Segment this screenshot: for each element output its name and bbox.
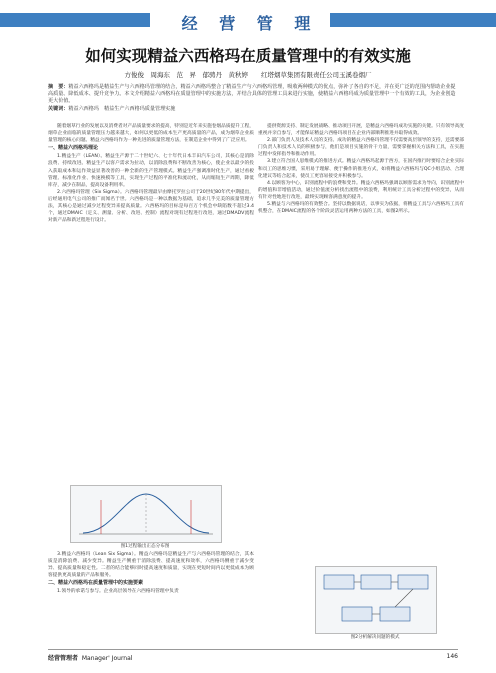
journal-name-cn: 经营管理者 (48, 655, 79, 662)
right-column (258, 123, 464, 215)
paragraph: 提供资源支持、制定发展战略、推动项目开展，是精益六西格玛成功实施的关键。只有领导高度重视并亲自参与，才能保证精益六西格玛项目在企业内部顺利推进并取得成效。 (258, 124, 464, 137)
paragraph: 3.建立符合国人思维模式的推进方式。精益六西格玛起源于西方，在国内推行时要结合企业实际和员工的思维习惯，采用易于理解、便于操作的推进方式，如将精益六西格玛与QC小组活动、合理化建议等结合起来，使员工更容易接受并积极参与。 (258, 159, 464, 179)
journal-name-en: Manager' Journal (81, 655, 133, 662)
normal-curve-graphic (71, 486, 221, 542)
section-title: 经 营 管 理 (181, 14, 319, 33)
flow-diagram-graphic (316, 567, 436, 633)
section-banner (0, 0, 496, 40)
section-heading: 一、精益六西格玛理论 (48, 145, 99, 152)
page-number: 146 (446, 653, 458, 660)
keywords-text: 精益六西格玛 精益生产六西格玛质量管理实施 (68, 105, 176, 112)
figure-2-caption: 图2分析解决问题的模式 (350, 635, 400, 640)
paragraph: 1.领导的承诺与参与。企业高层领导在六西格玛管理中负责 (57, 589, 179, 595)
left-column (48, 123, 254, 224)
figure-1-caption: 图1过程输出正态分布图 (120, 544, 170, 549)
abstract-label: 摘 要： (48, 84, 69, 90)
paragraph: 2.六西格玛管理（Six Sigma）。六西格玛管理最早由摩托罗拉公司于20世纪80年代中期提出，后经通用电气公司的推广而闻名于世。六西格玛是一种以数据为基础，追求几乎完美的质量管理方法，其核心是通过减少过程变异来提高质量。六西格玛的目标是每百万个机会中缺陷数不超过3.4个，通过DMAIC（定义、测量、分析、改进、控制）流程对现有过程进行改进，通过DMADV流程对新产品和新过程进行设计。 (48, 189, 254, 224)
banner-bar-left (0, 13, 150, 27)
abstract-block (48, 84, 458, 113)
footer-divider (48, 649, 458, 650)
keywords-label: 关键词： (48, 105, 69, 112)
banner-bar-right (330, 13, 496, 27)
section-heading: 二、精益六西格玛在质量管理中的实施要素 (48, 580, 144, 587)
paragraph: 随着烟草行业的发展以及消费者对产品质量要求的提高，特别是近年来实施卷烟品质提升工程，烟草企业面临的质量管理压力越来越大，如何以更低的成本生产更高质量的产品，成为烟草企业质量管理的核心问题。精益六西格玛作为一种先进的质量管理方法，在制造企业中得到了广泛应用。 (48, 124, 254, 144)
figure-problem-solving-model (315, 566, 437, 634)
left-column-continued (48, 551, 254, 596)
abstract-text: 精益六西格玛是精益生产与六西格玛管理的结合，精益六西格玛整合了精益生产与六西格玛管理，吸收两种模式的优点，弥补了各自的不足，并在更广泛的范围内帮助企业提高质量、降低成本、提升竞争力。本文介绍精益六西格玛在质量管理中的实施方法，并结合具体的管理工具来进行实施，使精益六西格玛成为质量管理中一个有效的工具，为企业创造更大价值。 (48, 84, 456, 105)
article-authors: 方俊俊 周海东 范 昇 郁骋丹 黄秋婷 红塔烟草集团有限责任公司玉溪卷烟厂 (124, 71, 372, 79)
journal-name (48, 653, 132, 662)
article-title: 如何实现精益六西格玛在质量管理中的有效实施 (85, 46, 411, 65)
paragraph: 4.以顾客为中心，识别流程中的浪费和变异。精益六西格玛强调以顾客需求为导向，识别流程中的增值和非增值活动，通过价值流分析找出流程中的浪费，利用统计工具分析过程中的变异，从而有针对性地进行改进，最终实现顾客满意度的提升。 (258, 180, 464, 200)
paragraph: 3.精益六西格玛（Lean Six Sigma）。精益六西格玛是精益生产与六西格玛管理的结合，其本质是消除浪费、减少变异。精益生产侧重于消除浪费、提高速度和效率，六西格玛侧重于减少变异、提高质量和稳定性。二者的结合能够同时提高速度和质量，实现在更短时间内以更低成本为顾客提供更高质量的产品和服务。 (48, 552, 254, 579)
paragraph: 5.精益与六西格玛的有效整合。坚持以数据说话，以事实为依据，将精益工具与六西格玛工具有机整合，在DMAIC流程的各个阶段灵活运用两种方法的工具，如图2所示。 (258, 202, 464, 215)
figure-normal-distribution (70, 485, 222, 543)
paragraph: 2.部门负责人及技术人员的支持。成功的精益六西格玛管理不仅需要高层领导的支持，还需要部门负责人和技术人员的积极参与，他们是项目实施的骨干力量，需要掌握相关方法和工具，在实施过程中发挥指导和推动作用。 (258, 138, 464, 158)
paragraph: 1.精益生产（LEAN）。精益生产源于二十世纪六、七十年代日本丰田汽车公司，其核心是消除浪费、持续改进。精益生产以客户需求为拉动，以消除浪费和不断改善为核心，使企业以最少的投入获取成本和运作效益显著改善的一种全新的生产管理模式。精益生产强调准时化生产，通过看板管理、标准化作业、快速换模等工具，实现生产过程的平准化和流动化，从而缩短生产周期，降低库存，减少在制品，提高设备利用率。 (48, 154, 254, 188)
